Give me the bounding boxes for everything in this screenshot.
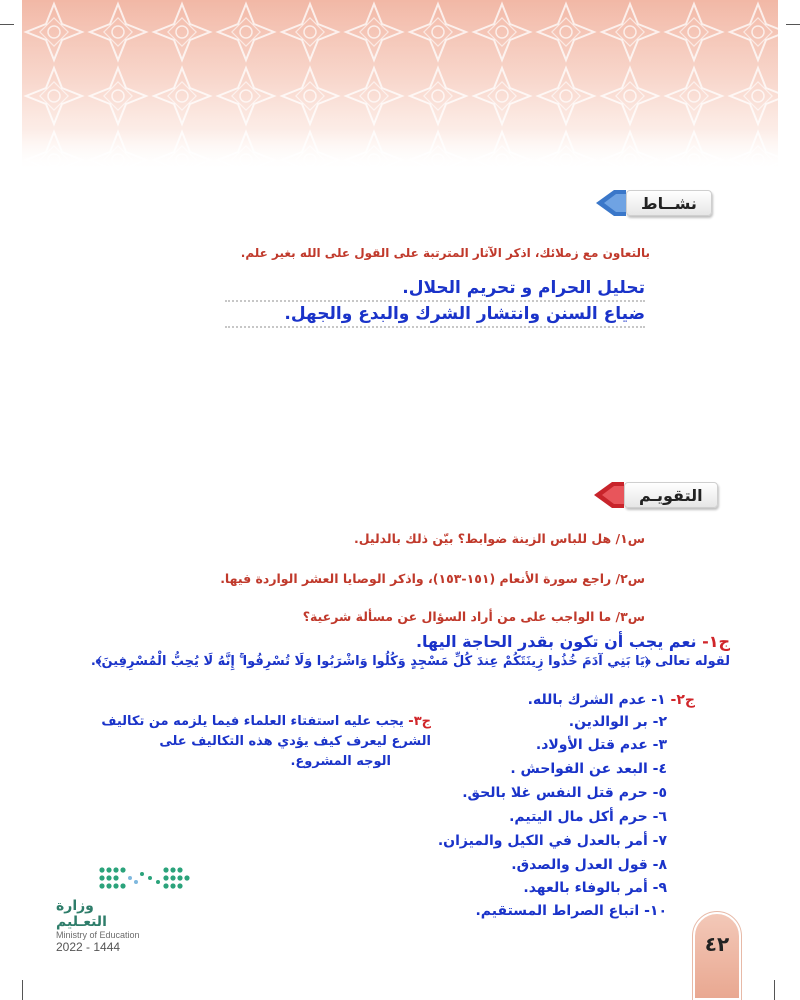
question-1: س١/ هل للباس الزينة ضوابط؟ بيّن ذلك بالدليل. xyxy=(353,531,645,546)
ministry-year: 2022 - 1444 xyxy=(56,940,121,954)
ministry-name-english: Ministry of Education xyxy=(56,930,140,940)
answer-1-line-1 xyxy=(70,632,730,651)
answer-3 xyxy=(86,712,431,772)
activity-tab-label: نشــاط xyxy=(626,190,712,216)
answer-2-item-8: ٨- قول العدل والصدق. xyxy=(511,857,667,873)
crop-mark xyxy=(22,980,23,1000)
answer-2-item-6: ٦- حرم أكل مال اليتيم. xyxy=(509,809,667,825)
answer-2-item-10: ١٠- اتباع الصراط المستقيم. xyxy=(475,903,667,919)
answer-1 xyxy=(70,632,730,669)
answer-3-line-2: الشرع ليعرف كيف يؤدي هذه التكاليف على xyxy=(159,734,431,750)
answer-3-tag: ج٣- xyxy=(408,714,431,729)
tab-arrow-icon xyxy=(594,482,624,508)
answer-3-text: يجب عليه استفتاء العلماء فيما يلزمه من تكاليف xyxy=(101,714,404,729)
crop-mark xyxy=(774,980,775,1000)
answer-2-item-text: ١- عدم الشرك بالله. xyxy=(527,692,666,708)
answer-3-line-1 xyxy=(86,712,431,732)
crop-mark xyxy=(786,24,800,25)
ministry-logo xyxy=(56,862,206,954)
tab-arrow-icon xyxy=(596,190,626,216)
answer-2-item-2: ٢- بر الوالدين. xyxy=(568,714,667,730)
crop-mark xyxy=(0,24,14,25)
ministry-name-arabic: وزارة التعـليم xyxy=(56,898,107,930)
activity-tab xyxy=(596,190,712,216)
evaluation-tab-label: التقويـم xyxy=(624,482,718,508)
page-number: ٤٢ xyxy=(693,912,741,1000)
answer-2-item-5: ٥- حرم قتل النفس غلا بالحق. xyxy=(462,785,667,801)
answer-1-verse: لقوله تعالى ﴿يَا بَنِي آدَمَ خُذُوا زِينَتَكُمْ عِندَ كُلِّ مَسْجِدٍ وَكُلُوا وَاشْرَبُوا وَلَا تُسْرِفُوا ۚ إِنَّهُ لَا يُحِبُّ الْمُسْرِفِينَ﴾. xyxy=(90,654,730,669)
ministry-emblem-icon xyxy=(96,862,192,898)
activity-answer-1: تحليل الحرام و تحريم الحلال. xyxy=(225,278,645,302)
activity-answer-2: ضياع السنن وانتشار الشرك والبدع والجهل. xyxy=(225,304,645,328)
question-3: س٣/ ما الواجب على من أراد السؤال عن مسألة شرعية؟ xyxy=(302,609,645,624)
question-2: س٢/ راجع سورة الأنعام (١٥١-١٥٣)، واذكر الوصايا العشر الواردة فيها. xyxy=(220,571,645,586)
answer-2-tag: ج٢- xyxy=(670,692,695,708)
answer-1-text: نعم يجب أن تكون بقدر الحاجة اليها. xyxy=(415,632,697,651)
answer-1-tag: ج١- xyxy=(702,632,730,651)
answer-2-item-3: ٣- عدم قتل الأولاد. xyxy=(535,737,667,753)
answer-2-item-4: ٤- البعد عن الفواحش . xyxy=(510,761,667,777)
activity-instruction: بالتعاون مع زملائك، اذكر الآثار المترتبة على القول على الله بغير علم. xyxy=(240,246,650,260)
evaluation-tab xyxy=(594,482,718,508)
answer-2-item-1 xyxy=(528,692,695,708)
answer-2-item-9: ٩- أمر بالوفاء بالعهد. xyxy=(523,880,667,896)
answer-2-item-7: ٧- أمر بالعدل في الكيل والميزان. xyxy=(437,833,667,849)
decorative-header xyxy=(22,0,778,172)
answer-3-line-3: الوجه المشروع. xyxy=(290,754,391,770)
